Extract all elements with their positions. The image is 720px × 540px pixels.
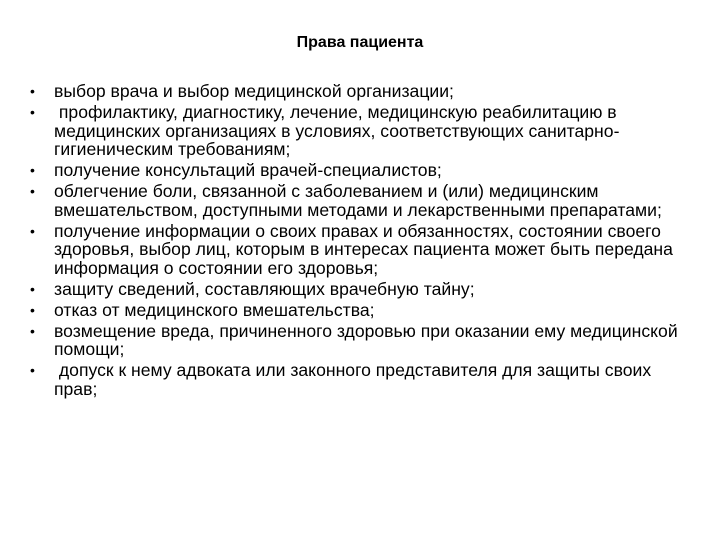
bullet-icon: • [30,183,35,200]
page-title-text: Права пациента [296,34,424,51]
bullet-icon: • [30,162,35,179]
list-item [30,301,695,320]
list-item [30,182,695,219]
list-item [30,280,695,299]
bullet-icon: • [30,362,35,379]
page-title [0,33,720,53]
bullet-icon: • [30,222,35,239]
list-item [30,361,695,398]
rights-list [30,82,695,401]
list-item [30,322,695,359]
list-item-text: выбор врача и выбор медицинской организации; [54,81,454,101]
list-item-text: отказ от медицинского вмешательства; [54,299,375,320]
list-item-text: профилактику, диагностику, лечение, медицинскую реабилитацию в медицинских организациях в условиях, соответствующих санитарно-гигиеническим требованиям; [54,101,622,160]
bullet-icon: • [30,280,35,297]
list-item-text: защиту сведений, составляющих врачебную тайну; [54,278,475,299]
list-item [30,161,695,180]
list-item-text: допуск к нему адвоката или законного представителя для защиты своих прав; [54,360,657,400]
list-item-text: получение информации о своих правах и обязанностях, состоянии своего здоровья, выбор лиц, которым в интересах пациента может быть передана информация о состоянии его здоровья; [54,220,673,279]
list-item-text: возмещение вреда, причиненного здоровью при оказании ему медицинской помощи; [54,320,678,360]
bullet-icon: • [30,83,35,99]
list-item [30,103,695,159]
list-item-text: облегчение боли, связанной с заболеванием и (или) медицинским вмешательством, доступными методами и лекарственными препаратами; [54,181,662,220]
bullet-icon: • [30,301,35,318]
list-item [30,222,695,278]
bullet-icon: • [30,103,35,120]
list-item-text: получение консультаций врачей-специалистов; [54,160,442,181]
list-item [30,82,695,101]
bullet-icon: • [30,322,35,339]
